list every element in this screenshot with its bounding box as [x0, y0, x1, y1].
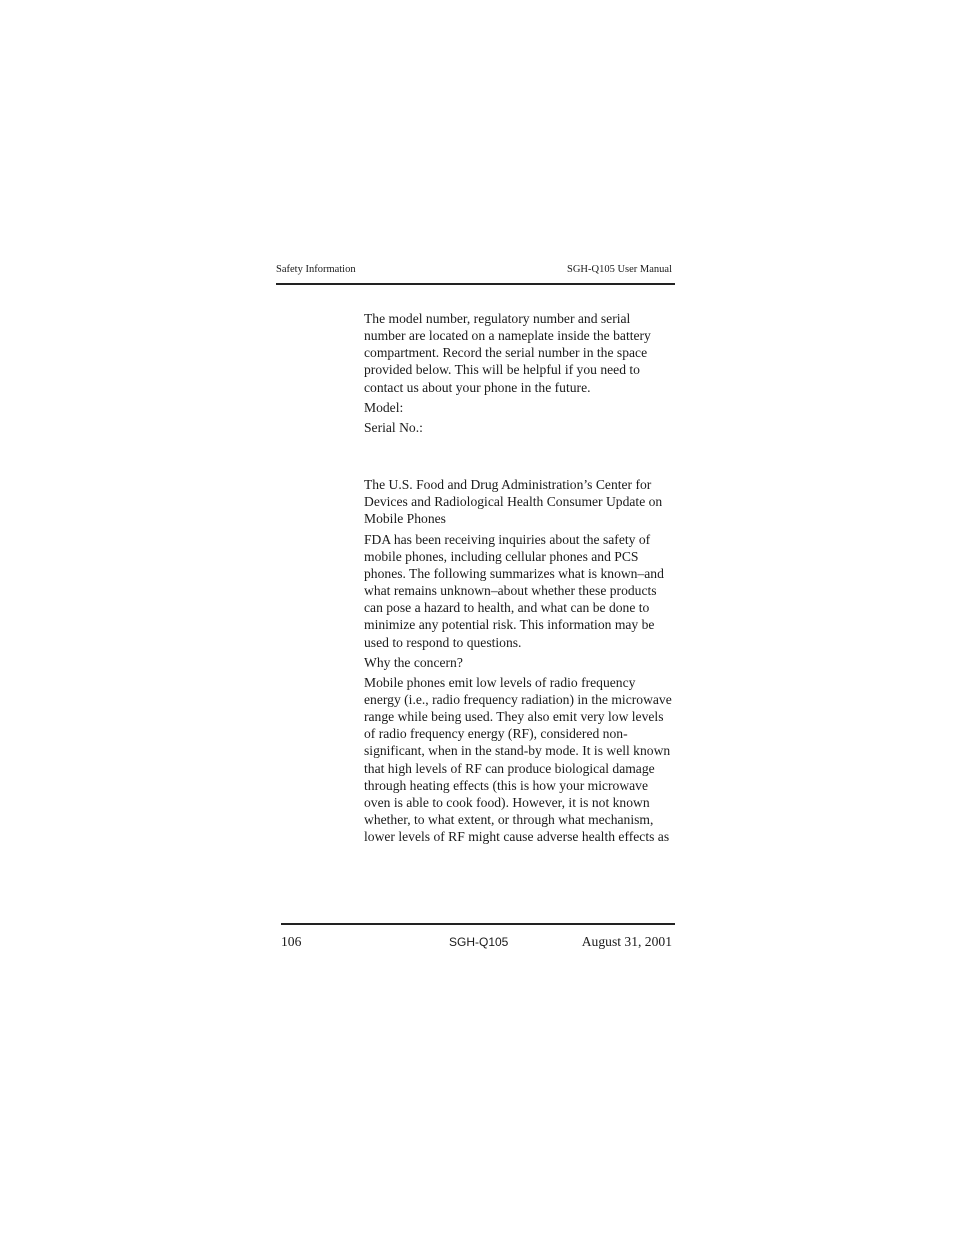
- fda-intro-paragraph: FDA has been receiving inquiries about the safety of mobile phones, including cellular phones and PCS phones. The following summarizes what is known–and what remains unknown–about whether these products can pose a hazard to health, and what can be done to minimize any potential risk. This information may be used to respond to questions.: [364, 531, 664, 650]
- serial-field-label: Serial No.:: [364, 419, 423, 435]
- page-footer: [281, 934, 675, 954]
- concern-heading: Why the concern?: [364, 654, 463, 670]
- header-section-title: Safety Information: [276, 264, 356, 275]
- header-manual-title: SGH-Q105 User Manual: [567, 264, 672, 275]
- serial-number-paragraph: The model number, regulatory number and serial number are located on a nameplate inside the battery compartment. Record the serial number in the space provided below. This will be helpful if you need to contact us about your phone in the future.: [364, 311, 651, 395]
- footer-date: August 31, 2001: [581, 934, 672, 949]
- fda-update-heading: The U.S. Food and Drug Administration’s Center for Devices and Radiological Health Consumer Update on Mobile Phones: [364, 477, 663, 527]
- footer-model: SGH-Q105: [449, 935, 509, 949]
- footer-divider: [281, 923, 675, 925]
- running-header: [276, 263, 675, 285]
- model-field-label: Model:: [364, 399, 404, 415]
- page-number: 106: [281, 934, 302, 949]
- concern-paragraph: Mobile phones emit low levels of radio frequency energy (i.e., radio frequency radiation) in the microwave range while being used. They also emit very low levels of radio frequency energy (RF), considered non-significant, when in the stand-by mode. It is well known that high levels of RF can produce biological damage through heating effects (this is how your microwave oven is able to cook food). However, it is not known whether, to what extent, or through what mechanism, lower levels of RF might cause adverse health effects as: [364, 674, 672, 845]
- body-text-column: [364, 310, 674, 848]
